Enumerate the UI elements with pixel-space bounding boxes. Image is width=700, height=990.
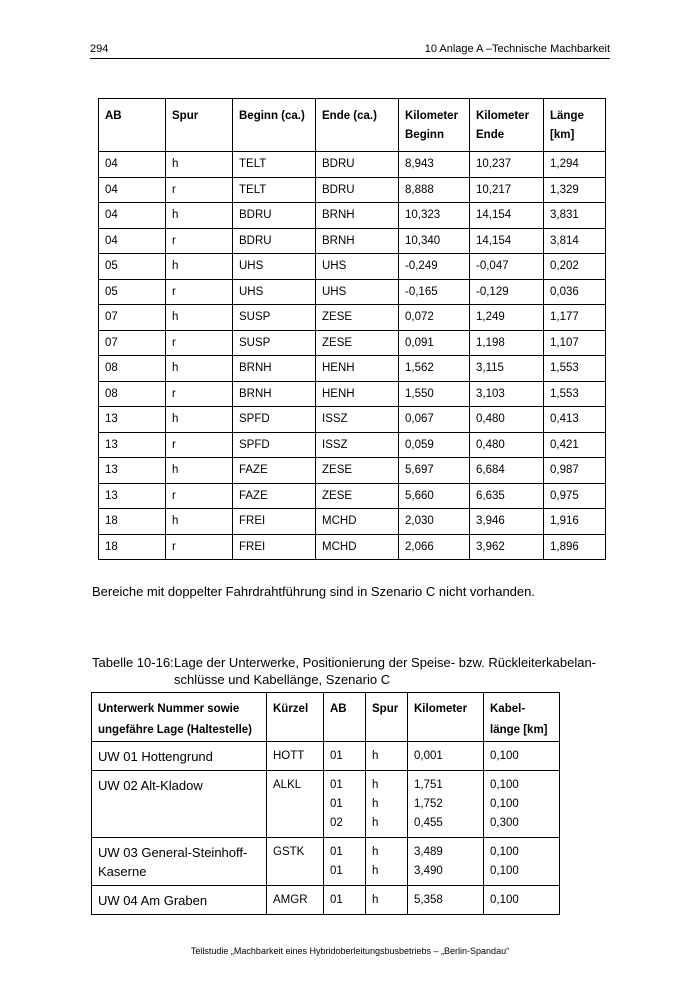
- table-cell: 1,553: [544, 356, 606, 382]
- column-header-text: Beginn: [405, 129, 444, 141]
- table-cell: 3,103: [470, 381, 544, 407]
- table-cell: HENH: [316, 381, 399, 407]
- table-cell: SUSP: [233, 330, 316, 356]
- table-cell-len: [484, 742, 560, 771]
- table-cell: 1,329: [544, 177, 606, 203]
- table-cell: ISSZ: [316, 407, 399, 433]
- table-cell: HENH: [316, 356, 399, 382]
- table-cell: 04: [99, 203, 166, 229]
- table-cell: h: [166, 458, 233, 484]
- cell-line: h: [372, 817, 379, 829]
- table-cell-ab: [324, 838, 366, 886]
- column-header: [399, 99, 470, 152]
- column-header-text: ungefähre Lage (Haltestelle): [98, 724, 253, 736]
- table-cell: r: [166, 534, 233, 560]
- table-cell-len: [484, 771, 560, 838]
- table-cell: FAZE: [233, 483, 316, 509]
- column-header: [92, 693, 267, 742]
- table-cell: 08: [99, 356, 166, 382]
- table-cell-len: [484, 886, 560, 915]
- table-cell: h: [166, 407, 233, 433]
- table-cell: -0,047: [470, 254, 544, 280]
- table-cell: 0,091: [399, 330, 470, 356]
- table-cell: 1,198: [470, 330, 544, 356]
- table-cell-spur: [366, 771, 408, 838]
- cell-line: UW 02 Alt-Kladow: [98, 778, 203, 793]
- table-cell-ab: [324, 886, 366, 915]
- table-cell: 1,562: [399, 356, 470, 382]
- table-cell: 13: [99, 458, 166, 484]
- table-cell-km: [408, 742, 484, 771]
- table-cell: ZESE: [316, 483, 399, 509]
- table-cell: 14,154: [470, 228, 544, 254]
- column-header-text: Kilometer: [405, 110, 459, 122]
- table-cell: 0,480: [470, 432, 544, 458]
- table-cell: h: [166, 305, 233, 331]
- column-header-text: Kabel-: [490, 703, 526, 715]
- cell-line: 0,100: [490, 894, 519, 906]
- table-cell: r: [166, 330, 233, 356]
- table-cell: 07: [99, 330, 166, 356]
- table-cell: 1,553: [544, 381, 606, 407]
- table-cell: 1,896: [544, 534, 606, 560]
- table-cell: FREI: [233, 534, 316, 560]
- cell-line: h: [372, 798, 379, 810]
- table-row: [99, 254, 606, 280]
- chapter-title: 10 Anlage A –Technische Machbarkeit: [424, 43, 610, 55]
- table-cell: FREI: [233, 509, 316, 535]
- table-cell: BRNH: [316, 203, 399, 229]
- table-cell: SPFD: [233, 432, 316, 458]
- table-row: [92, 742, 560, 771]
- column-header: [233, 99, 316, 152]
- table-cell: 05: [99, 279, 166, 305]
- table-cell: 5,660: [399, 483, 470, 509]
- cell-line: 01: [330, 750, 343, 762]
- column-header: [544, 99, 606, 152]
- table-row: [99, 305, 606, 331]
- cell-line: 0,100: [490, 750, 519, 762]
- table-cell: 18: [99, 534, 166, 560]
- cell-line: UW 01 Hottengrund: [98, 749, 213, 764]
- page-number: 294: [90, 43, 109, 55]
- cell-line: 5,358: [414, 894, 443, 906]
- table-row: [92, 838, 560, 886]
- table-cell: -0,129: [470, 279, 544, 305]
- substations-table: [91, 692, 560, 915]
- table-row: [99, 381, 606, 407]
- table-cell: BDRU: [316, 152, 399, 178]
- table-cell: 1,107: [544, 330, 606, 356]
- table-cell: 13: [99, 407, 166, 433]
- column-header-text: Ende: [476, 129, 505, 141]
- table-row: [99, 330, 606, 356]
- caption-text-line1: Lage der Unterwerke, Positionierung der Speise- bzw. Rückleiterkabelan-: [174, 655, 596, 670]
- column-header-text: AB: [105, 110, 122, 122]
- cell-line: h: [372, 894, 379, 906]
- table-cell-ab: [324, 771, 366, 838]
- table-cell-name: [92, 838, 267, 886]
- table-cell: 0,072: [399, 305, 470, 331]
- table-cell: 0,067: [399, 407, 470, 433]
- table-cell: SUSP: [233, 305, 316, 331]
- table-cell: TELT: [233, 152, 316, 178]
- cell-line: h: [372, 779, 379, 791]
- column-header: [316, 99, 399, 152]
- table-cell: 8,943: [399, 152, 470, 178]
- table-cell: 1,550: [399, 381, 470, 407]
- column-header-text: AB: [330, 703, 347, 715]
- table-row: [99, 483, 606, 509]
- table-cell-name: [92, 742, 267, 771]
- table-cell: 04: [99, 177, 166, 203]
- table-cell: 8,888: [399, 177, 470, 203]
- column-header: [267, 693, 324, 742]
- table-cell: 1,294: [544, 152, 606, 178]
- table-cell: BDRU: [233, 203, 316, 229]
- table-cell: r: [166, 279, 233, 305]
- table-cell: UHS: [233, 279, 316, 305]
- cell-line: 0,001: [414, 750, 443, 762]
- table-cell: -0,165: [399, 279, 470, 305]
- table-cell: 10,323: [399, 203, 470, 229]
- table-cell: BDRU: [316, 177, 399, 203]
- table-row: [99, 177, 606, 203]
- table-cell-ab: [324, 742, 366, 771]
- table-cell-len: [484, 838, 560, 886]
- column-header-text: länge [km]: [490, 724, 548, 736]
- table-cell: 0,059: [399, 432, 470, 458]
- table-cell: BRNH: [233, 356, 316, 382]
- table-cell-code: GSTK: [267, 838, 324, 886]
- cell-line: 01: [330, 779, 343, 791]
- column-header-text: Unterwerk Nummer sowie: [98, 703, 240, 715]
- cell-line: h: [372, 750, 379, 762]
- cell-line: Kaserne: [98, 864, 147, 879]
- table-row: [99, 228, 606, 254]
- page-footer: Teilstudie „Machbarkeit eines Hybridoberleitungsbusbetriebs – „Berlin-Spandau“: [190, 946, 510, 956]
- table-cell: ZESE: [316, 330, 399, 356]
- table-cell: 0,202: [544, 254, 606, 280]
- table-cell: h: [166, 356, 233, 382]
- table-cell: r: [166, 432, 233, 458]
- table-cell: BRNH: [233, 381, 316, 407]
- table-cell: 18: [99, 509, 166, 535]
- table-cell-code: HOTT: [267, 742, 324, 771]
- table-cell: 04: [99, 152, 166, 178]
- table-cell: BDRU: [233, 228, 316, 254]
- cell-line: 1,752: [414, 798, 443, 810]
- table-cell: h: [166, 254, 233, 280]
- table-cell: 0,975: [544, 483, 606, 509]
- table-cell: h: [166, 152, 233, 178]
- table-cell: -0,249: [399, 254, 470, 280]
- table-row: [99, 407, 606, 433]
- table-cell: 1,916: [544, 509, 606, 535]
- table-cell-km: [408, 771, 484, 838]
- table-cell: 10,237: [470, 152, 544, 178]
- body-paragraph: Bereiche mit doppelter Fahrdrahtführung sind in Szenario C nicht vorhanden.: [92, 584, 535, 599]
- table-cell: 10,340: [399, 228, 470, 254]
- table-row: [99, 203, 606, 229]
- cell-line: 0,100: [490, 798, 519, 810]
- cell-line: 0,100: [490, 846, 519, 858]
- column-header-text: Spur: [372, 703, 399, 715]
- table-cell: 0,480: [470, 407, 544, 433]
- table-cell: 0,987: [544, 458, 606, 484]
- table-cell-km: [408, 838, 484, 886]
- table-cell: 13: [99, 432, 166, 458]
- table-cell-km: [408, 886, 484, 915]
- column-header: [324, 693, 366, 742]
- cell-line: h: [372, 846, 379, 858]
- segments-table: [98, 98, 606, 560]
- table-cell: r: [166, 381, 233, 407]
- caption-label: Tabelle 10-16:: [92, 655, 174, 670]
- column-header-text: Kürzel: [273, 703, 309, 715]
- column-header-text: Beginn (ca.): [239, 110, 305, 122]
- page-header: [90, 40, 610, 59]
- table-cell: 0,036: [544, 279, 606, 305]
- table-cell: 1,249: [470, 305, 544, 331]
- table-cell: ISSZ: [316, 432, 399, 458]
- table-cell-code: AMGR: [267, 886, 324, 915]
- table-cell: 0,413: [544, 407, 606, 433]
- cell-line: UW 03 General-Steinhoff-: [98, 845, 248, 860]
- table-cell: MCHD: [316, 534, 399, 560]
- table-cell: SPFD: [233, 407, 316, 433]
- cell-line: 01: [330, 798, 343, 810]
- table-row: [99, 509, 606, 535]
- cell-line: 0,100: [490, 779, 519, 791]
- table-cell: 05: [99, 254, 166, 280]
- cell-line: 0,455: [414, 817, 443, 829]
- table-cell: 6,684: [470, 458, 544, 484]
- table-cell: MCHD: [316, 509, 399, 535]
- table-cell: 04: [99, 228, 166, 254]
- cell-line: 01: [330, 865, 343, 877]
- column-header: [470, 99, 544, 152]
- cell-line: 0,100: [490, 865, 519, 877]
- cell-line: 3,490: [414, 865, 443, 877]
- table-cell: 13: [99, 483, 166, 509]
- column-header-text: Länge: [550, 110, 584, 122]
- table-row: [92, 771, 560, 838]
- table-cell-spur: [366, 742, 408, 771]
- table-cell: 5,697: [399, 458, 470, 484]
- table-row: [99, 458, 606, 484]
- column-header: [99, 99, 166, 152]
- table-cell: UHS: [233, 254, 316, 280]
- table-cell-name: [92, 886, 267, 915]
- table-cell: 3,962: [470, 534, 544, 560]
- table-row: [99, 152, 606, 178]
- table-cell: TELT: [233, 177, 316, 203]
- table-cell: r: [166, 228, 233, 254]
- table-row: [99, 279, 606, 305]
- cell-line: 3,489: [414, 846, 443, 858]
- cell-line: 01: [330, 894, 343, 906]
- column-header-text: [km]: [550, 129, 575, 141]
- column-header-text: Kilometer: [414, 703, 468, 715]
- table-cell: 3,814: [544, 228, 606, 254]
- table-cell: 14,154: [470, 203, 544, 229]
- column-header-text: Kilometer: [476, 110, 530, 122]
- table-cell: 6,635: [470, 483, 544, 509]
- column-header: [166, 99, 233, 152]
- table-cell: h: [166, 203, 233, 229]
- table-cell: UHS: [316, 279, 399, 305]
- table-cell: 1,177: [544, 305, 606, 331]
- table-cell: 2,066: [399, 534, 470, 560]
- column-header-text: Ende (ca.): [322, 110, 377, 122]
- cell-line: 0,300: [490, 817, 519, 829]
- cell-line: 02: [330, 817, 343, 829]
- table-row: [99, 432, 606, 458]
- table-cell-code: ALKL: [267, 771, 324, 838]
- column-header-text: Spur: [172, 110, 199, 122]
- table-cell: UHS: [316, 254, 399, 280]
- caption-text-line2: schlüsse und Kabellänge, Szenario C: [174, 672, 391, 687]
- table-cell: 3,946: [470, 509, 544, 535]
- table-cell: 2,030: [399, 509, 470, 535]
- table-cell: 3,831: [544, 203, 606, 229]
- table-cell: r: [166, 483, 233, 509]
- cell-line: UW 04 Am Graben: [98, 893, 208, 908]
- table-cell-spur: [366, 886, 408, 915]
- table-cell: 0,421: [544, 432, 606, 458]
- table-cell: r: [166, 177, 233, 203]
- cell-line: 1,751: [414, 779, 443, 791]
- table-cell: BRNH: [316, 228, 399, 254]
- table-cell: 10,217: [470, 177, 544, 203]
- table-cell: 3,115: [470, 356, 544, 382]
- table-row: [99, 356, 606, 382]
- table-cell: ZESE: [316, 458, 399, 484]
- table-row: [92, 886, 560, 915]
- table-cell: 08: [99, 381, 166, 407]
- cell-line: 01: [330, 846, 343, 858]
- table-cell: h: [166, 509, 233, 535]
- cell-line: h: [372, 865, 379, 877]
- table-cell-spur: [366, 838, 408, 886]
- column-header: [408, 693, 484, 742]
- table-cell: FAZE: [233, 458, 316, 484]
- table-cell-name: [92, 771, 267, 838]
- table-row: [99, 534, 606, 560]
- table-cell: 07: [99, 305, 166, 331]
- column-header: [484, 693, 560, 742]
- table-cell: ZESE: [316, 305, 399, 331]
- column-header: [366, 693, 408, 742]
